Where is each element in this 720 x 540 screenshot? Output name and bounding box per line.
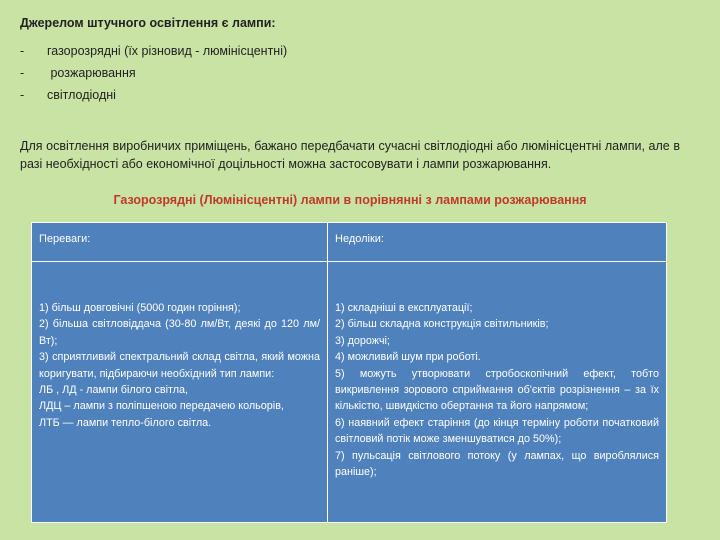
- advantage-item: 3) сприятливий спектральний склад світла, який можна коригувати, підбираючи необхідний тип лампи:: [39, 351, 320, 380]
- disadvantage-item: 7) пульсація світлового потоку (у лампах, що вироблялися раніше);: [335, 449, 659, 479]
- advantage-item: ЛБ , ЛД - лампи білого світла,: [39, 384, 189, 397]
- lamp-types-list: [20, 40, 287, 106]
- advantage-item: ЛДЦ – лампи з поліпшеною передачею кольорів,: [39, 400, 284, 413]
- list-item: [20, 84, 287, 106]
- list-item: [20, 40, 287, 62]
- disadvantage-item: 2) більш складна конструкція світильників;: [335, 318, 549, 331]
- disadvantages-header: Недоліки:: [335, 233, 384, 245]
- disadvantage-item: 6) наявний ефект старіння (до кінця терміну роботи початковий світловий потік може зменшуватися до 50%);: [335, 416, 659, 446]
- comparison-table: [31, 222, 667, 523]
- disadvantage-item: 1) складніші в експлуатації;: [335, 302, 473, 314]
- advantages-header: Переваги:: [32, 223, 328, 261]
- advantages-cell: [32, 262, 328, 522]
- list-item-text: світлодіодні: [47, 88, 116, 102]
- list-item: [20, 62, 287, 84]
- disadvantage-item: 3) дорожчі;: [335, 334, 390, 347]
- advantage-item: 2) більша світловіддача (30-80 лм/Вт, деякі до 120 лм/Вт);: [39, 318, 320, 347]
- lamp-sources-heading: Джерелом штучного освітлення є лампи:: [20, 16, 276, 30]
- disadvantage-item: 5) можуть утворювати стробоскопічний ефект, тобто викривлення зорового сприймання об'єктів розрізнення – за їх кількістю, швидкістю обертання та його напрямом;: [335, 367, 659, 413]
- list-dash: -: [20, 44, 25, 58]
- advantage-item: ЛТБ — лампи тепло-білого світла.: [39, 416, 212, 429]
- list-item-text: газорозрядні (їх різновид - люмінісцентні): [47, 44, 288, 58]
- comparison-caption: Газорозрядні (Люмінісцентні) лампи в порівнянні з лампами розжарювання: [113, 193, 587, 207]
- table-body-row: [32, 262, 666, 522]
- list-item-text: розжарювання: [47, 66, 136, 80]
- advantage-item: 1) більш довговічні (5000 годин горіння);: [39, 302, 241, 314]
- disadvantages-cell: [328, 262, 666, 522]
- list-dash: -: [20, 66, 25, 80]
- recommendation-paragraph: Для освітлення виробничих приміщень, бажано передбачати сучасні світлодіодні або люмінісцентні лампи, але в разі необхідності або економічної доцільності можна застосовувати і лампи розжарювання.: [20, 139, 680, 171]
- table-header-row: [32, 223, 666, 262]
- disadvantage-item: 4) можливий шум при роботі.: [335, 351, 481, 364]
- list-dash: -: [20, 88, 25, 102]
